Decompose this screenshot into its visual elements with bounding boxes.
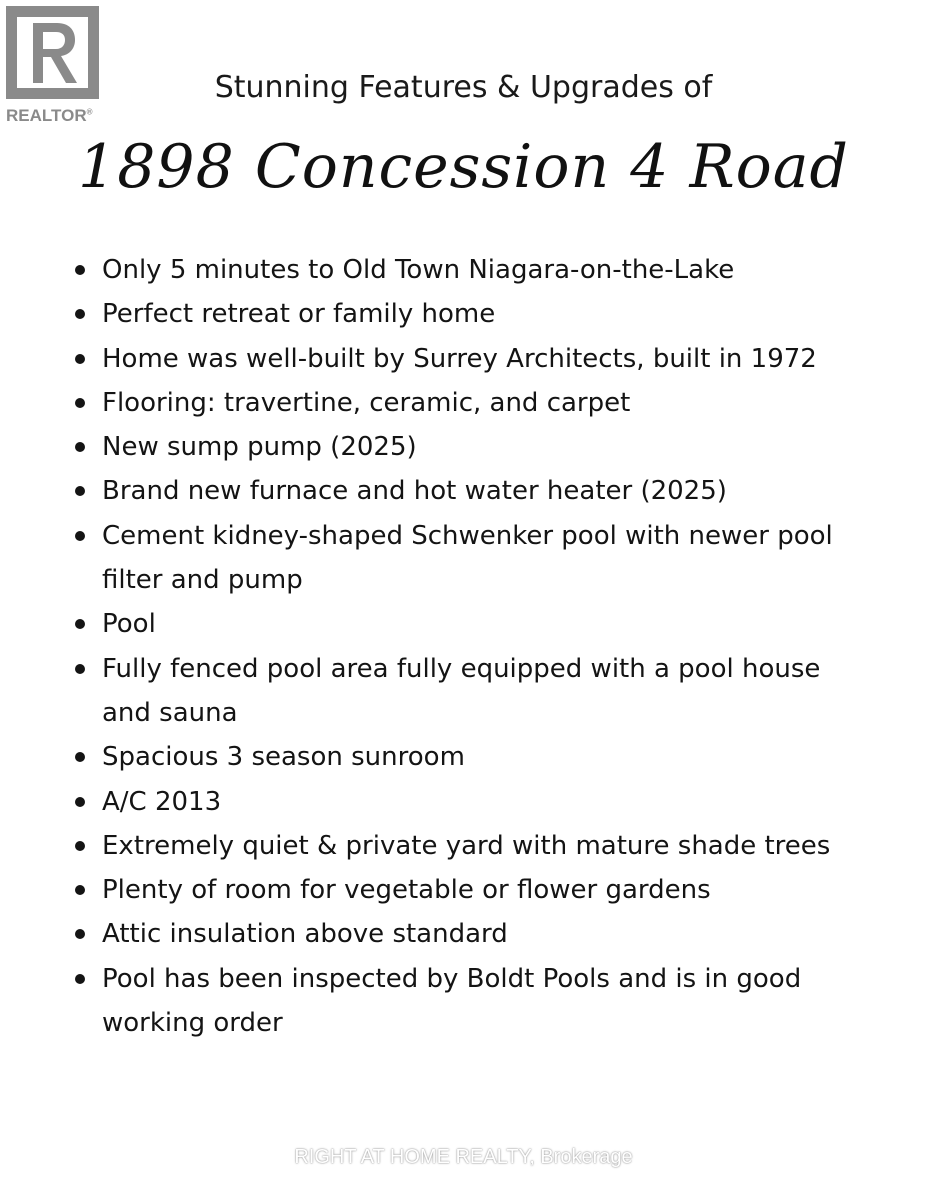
list-item-text: Flooring: travertine, ceramic, and carpet xyxy=(102,387,631,418)
bullet-icon xyxy=(75,265,85,275)
list-item-text: Home was well-built by Surrey Architects, built in 1972 xyxy=(102,343,817,374)
bullet-icon xyxy=(75,841,85,851)
list-item xyxy=(75,469,875,513)
list-item-text: Spacious 3 season sunroom xyxy=(102,742,465,773)
list-item xyxy=(75,602,875,646)
bullet-icon xyxy=(75,619,85,629)
list-item-text: Plenty of room for vegetable or flower gardens xyxy=(102,875,711,906)
bullet-icon xyxy=(75,531,85,541)
list-item xyxy=(75,514,875,603)
list-item xyxy=(75,824,875,868)
bullet-icon xyxy=(75,797,85,807)
features-list xyxy=(75,248,875,1045)
list-item xyxy=(75,248,875,292)
list-item-text: Pool xyxy=(102,609,156,640)
list-item-text: Extremely quiet & private yard with mature shade trees xyxy=(102,830,831,861)
bullet-icon xyxy=(75,664,85,674)
list-item xyxy=(75,292,875,336)
list-item-text: Brand new furnace and hot water heater (2025) xyxy=(102,476,727,507)
list-item xyxy=(75,647,875,736)
page-title: 1898 Concession 4 Road xyxy=(78,132,849,202)
list-item-text: New sump pump (2025) xyxy=(102,432,417,463)
list-item-text: Only 5 minutes to Old Town Niagara-on-the-Lake xyxy=(102,255,735,285)
bullet-icon xyxy=(75,974,85,984)
list-item-text: Perfect retreat or family home xyxy=(102,299,496,330)
list-item xyxy=(75,780,875,824)
bullet-icon xyxy=(75,354,85,364)
bullet-icon xyxy=(75,929,85,939)
bullet-icon xyxy=(75,398,85,408)
bullet-icon xyxy=(75,309,85,319)
bullet-icon xyxy=(75,752,85,762)
list-item-text: A/C 2013 xyxy=(102,786,222,817)
list-item-text: Cement kidney-shaped Schwenker pool with newer pool filter and pump xyxy=(102,520,833,596)
list-item xyxy=(75,735,875,779)
list-item-text: Attic insulation above standard xyxy=(102,919,508,950)
list-item-text: Pool has been inspected by Boldt Pools and is in good working order xyxy=(102,963,802,1039)
list-item xyxy=(75,337,875,381)
list-item xyxy=(75,381,875,425)
bullet-icon xyxy=(75,442,85,452)
list-item xyxy=(75,868,875,912)
list-item xyxy=(75,957,875,1046)
list-item xyxy=(75,912,875,956)
list-item-text: Fully fenced pool area fully equipped with a pool house and sauna xyxy=(102,653,821,728)
list-item xyxy=(75,425,875,469)
realtor-wordmark: REALTOR® xyxy=(6,106,93,125)
realtor-logo xyxy=(6,6,110,130)
page-subtitle: Stunning Features & Upgrades of xyxy=(214,70,713,105)
bullet-icon xyxy=(75,486,85,496)
bullet-icon xyxy=(75,885,85,895)
brokerage-watermark: RIGHT AT HOME REALTY, Brokerage xyxy=(294,1146,633,1168)
